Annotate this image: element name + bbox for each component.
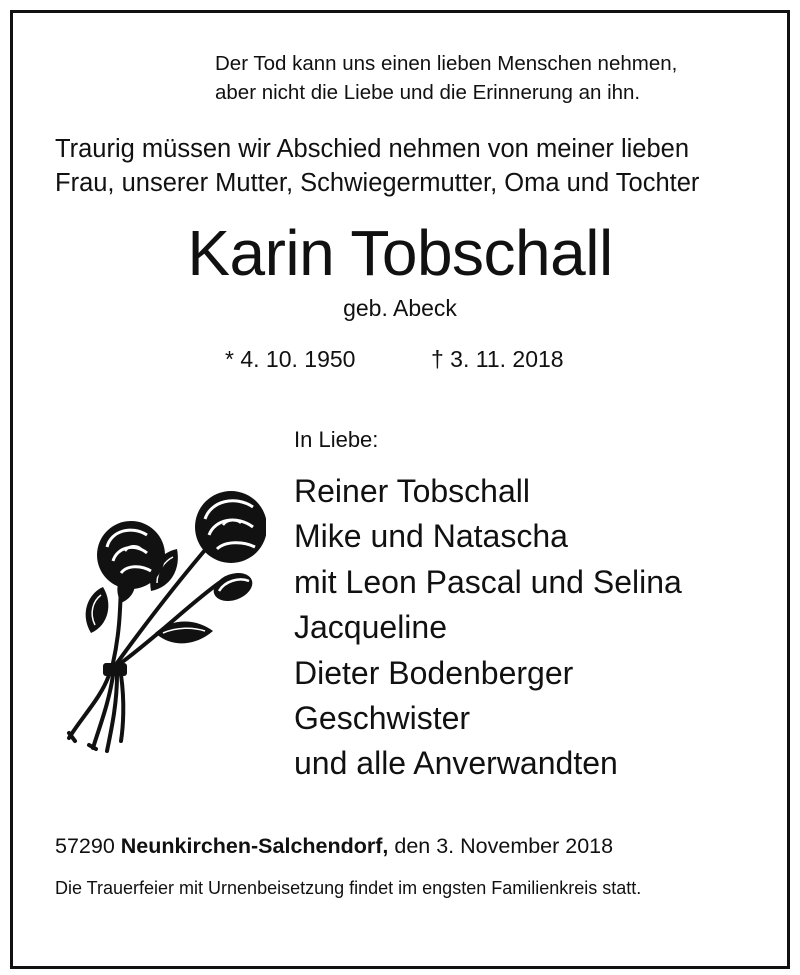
roses-illustration — [51, 483, 266, 763]
death-date: † 3. 11. 2018 — [431, 346, 564, 372]
intro-line-1: Traurig müssen wir Abschied nehmen von meiner lieben — [55, 135, 690, 163]
obituary-notice — [10, 10, 790, 969]
birth-name: geb. Abeck — [343, 295, 457, 321]
quote-line-2: aber nicht die Liebe und die Erinnerung an ihn. — [215, 81, 641, 104]
mourner-name: und alle Anverwandten — [294, 745, 618, 782]
place-and-date — [55, 831, 613, 861]
birth-date: * 4. 10. 1950 — [225, 346, 356, 372]
quote-line-1: Der Tod kann uns einen lieben Menschen nehmen, — [215, 52, 678, 75]
deceased-name: Karin Tobschall — [187, 217, 613, 289]
mourner-name: Dieter Bodenberger — [294, 654, 574, 691]
notice-date: den 3. November 2018 — [394, 834, 614, 858]
mourner-name: Jacqueline — [294, 609, 447, 646]
mourner-name: mit Leon Pascal und Selina — [294, 563, 682, 600]
mourner-name: Geschwister — [294, 700, 471, 737]
postcode: 57290 — [55, 834, 115, 858]
mourners-heading: In Liebe: — [294, 427, 379, 452]
mourner-name: Mike und Natascha — [294, 518, 568, 555]
town: Neunkirchen-Salchendorf, — [120, 834, 389, 858]
mourners-list — [294, 469, 682, 787]
intro-line-2: Frau, unserer Mutter, Schwiegermutter, Oma und Tochter — [55, 169, 700, 197]
funeral-note: Die Trauerfeier mit Urnenbeisetzung findet im engsten Familienkreis statt. — [55, 878, 642, 898]
mourner-name: Reiner Tobschall — [294, 473, 530, 509]
memorial-quote — [215, 49, 677, 107]
intro-text — [55, 132, 699, 200]
